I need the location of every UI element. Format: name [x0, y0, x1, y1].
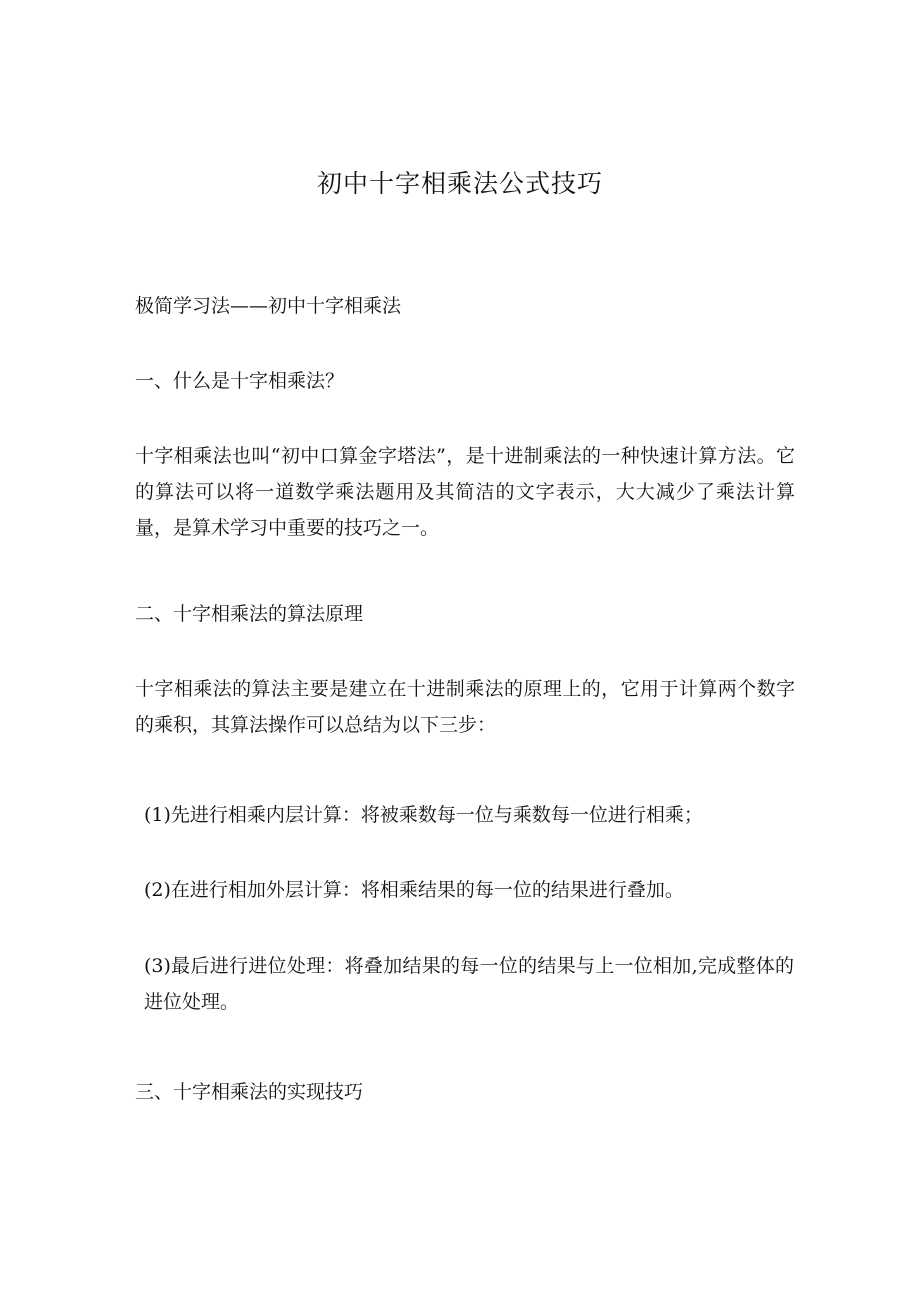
document-subtitle: 极简学习法——初中十字相乘法 [135, 295, 402, 317]
document-title: 初中十字相乘法公式技巧 [316, 169, 603, 198]
section2-body: 十字相乘法的算法主要是建立在十进制乘法的原理上的，它用于计算两个数字的乘积，其算法操作可以总结为以下三步： [135, 678, 795, 736]
section1-heading: 一、什么是十字相乘法？ [135, 370, 345, 392]
section3-heading: 三、十字相乘法的实现技巧 [135, 1081, 364, 1103]
step-3: (3)最后进行进位处理：将叠加结果的每一位的结果与上一位相加,完成整体的进位处理。 [144, 955, 794, 1013]
step-2: (2)在进行相加外层计算：将相乘结果的每一位的结果进行叠加。 [144, 879, 684, 901]
section2-heading: 二、十字相乘法的算法原理 [135, 603, 364, 625]
step-1: (1)先进行相乘内层计算：将被乘数每一位与乘数每一位进行相乘； [144, 804, 703, 826]
section1-body: 十字相乘法也叫“初中口算金字塔法”，是十进制乘法的一种快速计算方法。它的算法可以将一道数学乘法题用及其简洁的文字表示，大大减少了乘法计算量，是算术学习中重要的技巧之一。 [135, 445, 795, 539]
